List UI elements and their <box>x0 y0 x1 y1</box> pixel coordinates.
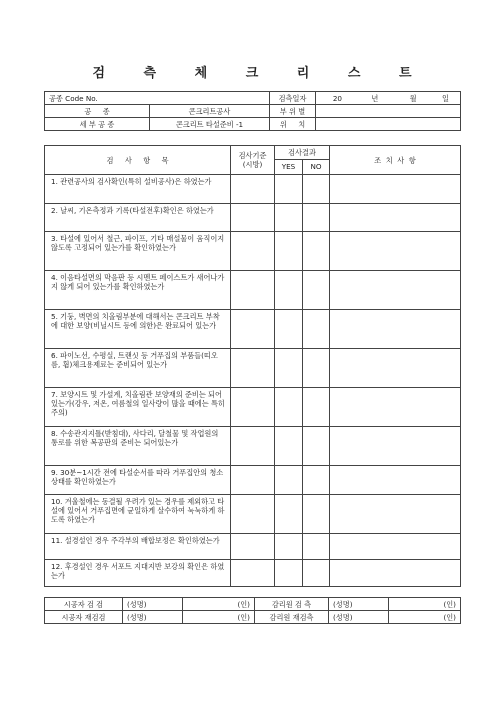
inspection-date-label: 검측일자 <box>270 92 316 105</box>
no-checkbox-cell[interactable] <box>303 175 330 204</box>
action-cell[interactable] <box>330 466 461 495</box>
year-unit: 년 <box>371 93 379 103</box>
checklist-row <box>45 534 461 560</box>
inspection-date-field[interactable] <box>316 92 461 105</box>
date-year: 20 <box>332 93 342 103</box>
criteria-cell[interactable] <box>231 271 275 310</box>
criteria-cell[interactable] <box>231 534 275 560</box>
work-type-label: 공 종 <box>45 105 150 118</box>
no-checkbox-cell[interactable] <box>303 534 330 560</box>
action-cell[interactable] <box>330 534 461 560</box>
action-cell[interactable] <box>330 204 461 232</box>
checklist-item-text: 11. 설경설인 경우 주각부의 배합보정은 확인하였는가 <box>45 534 231 560</box>
checklist-row <box>45 204 461 232</box>
col-criteria-header: 검사기준 (시방) <box>231 146 275 175</box>
page-title: 검 측 체 크 리 스 트 <box>92 66 429 81</box>
supervisor-re-seal[interactable]: (인) <box>389 611 461 624</box>
yes-checkbox-cell[interactable] <box>275 388 303 427</box>
yes-checkbox-cell[interactable] <box>275 495 303 534</box>
checklist-row <box>45 427 461 466</box>
action-cell[interactable] <box>330 388 461 427</box>
action-cell[interactable] <box>330 495 461 534</box>
action-cell[interactable] <box>330 271 461 310</box>
col-action-header: 조 치 사 항 <box>330 146 461 175</box>
action-cell[interactable] <box>330 232 461 271</box>
detail-type-value: 콘크리트 타설준비 -1 <box>150 118 270 131</box>
criteria-cell[interactable] <box>231 388 275 427</box>
checklist-item-text: 5. 기둥, 벽면의 치올림부분에 대해서는 콘크리트 부착에 대한 보양(비닐시트 등에 의한)은 완료되어 있는가 <box>45 310 231 349</box>
contractor-reinspection-label: 시공자 재검검 <box>45 611 123 624</box>
criteria-cell[interactable] <box>231 310 275 349</box>
checklist-row <box>45 466 461 495</box>
criteria-cell[interactable] <box>231 232 275 271</box>
checklist-row <box>45 560 461 587</box>
location-field[interactable] <box>316 118 461 131</box>
contractor-seal[interactable]: (인) <box>183 598 255 611</box>
no-checkbox-cell[interactable] <box>303 466 330 495</box>
yes-checkbox-cell[interactable] <box>275 232 303 271</box>
contractor-re-seal[interactable]: (인) <box>183 611 255 624</box>
part-label: 부 위 별 <box>270 105 316 118</box>
supervisor-name-field[interactable]: (성명) <box>329 598 389 611</box>
signature-table <box>44 597 461 624</box>
contractor-name-field[interactable]: (성명) <box>123 598 183 611</box>
yes-checkbox-cell[interactable] <box>275 427 303 466</box>
criteria-cell[interactable] <box>231 560 275 587</box>
criteria-cell[interactable] <box>231 466 275 495</box>
checklist-row <box>45 310 461 349</box>
info-table <box>44 91 461 131</box>
no-checkbox-cell[interactable] <box>303 495 330 534</box>
checklist-item-text: 3. 타설에 있어서 철근, 파이프, 기타 매설물이 움직이지 않도록 고정되어 있는가를 확인하였는가 <box>45 232 231 271</box>
day-unit: 일 <box>441 93 449 103</box>
col-item-header: 검 사 항 목 <box>45 146 231 175</box>
checklist-row <box>45 271 461 310</box>
checklist-row <box>45 232 461 271</box>
part-field[interactable] <box>316 105 461 118</box>
no-checkbox-cell[interactable] <box>303 388 330 427</box>
location-label: 위 치 <box>270 118 316 131</box>
checklist-row <box>45 495 461 534</box>
checklist-item-text: 1. 관련공사의 검사확인(특히 설비공사)은 하였는가 <box>45 175 231 204</box>
contractor-re-name-field[interactable]: (성명) <box>123 611 183 624</box>
checklist-table <box>44 145 461 587</box>
contractor-inspection-label: 시공자 검 검 <box>45 598 123 611</box>
yes-checkbox-cell[interactable] <box>275 310 303 349</box>
checklist-row <box>45 388 461 427</box>
criteria-cell[interactable] <box>231 175 275 204</box>
action-cell[interactable] <box>330 349 461 388</box>
no-checkbox-cell[interactable] <box>303 310 330 349</box>
criteria-cell[interactable] <box>231 427 275 466</box>
checklist-item-text: 4. 이음타설면의 막음판 등 시멘트 페이스트가 새어나가지 않게 되어 있는가를 확인하였는가 <box>45 271 231 310</box>
col-yes-header: YES <box>275 159 303 174</box>
action-cell[interactable] <box>330 427 461 466</box>
action-cell[interactable] <box>330 560 461 587</box>
work-type-value: 콘크리트공사 <box>150 105 270 118</box>
no-checkbox-cell[interactable] <box>303 427 330 466</box>
yes-checkbox-cell[interactable] <box>275 271 303 310</box>
month-unit: 월 <box>409 93 417 103</box>
checklist-item-text: 7. 보양시트 및 가설계, 치올림관 보양재의 준비는 되어 있는가(강우, 저온, 여름철의 일사량이 많을 때에는 특히 주의) <box>45 388 231 427</box>
action-cell[interactable] <box>330 310 461 349</box>
checklist-row <box>45 175 461 204</box>
work-code-label: 공종 Code No. <box>45 92 270 105</box>
checklist-item-text: 2. 날씨, 기온측정과 기록(타설전후)확인은 하였는가 <box>45 204 231 232</box>
col-result-header: 검사결과 <box>275 146 330 160</box>
yes-checkbox-cell[interactable] <box>275 204 303 232</box>
checklist-item-text: 8. 수송관지지틀(받침대), 사다리, 달철물 및 작업원의 통로를 위한 복공판의 준비는 되어있는가 <box>45 427 231 466</box>
no-checkbox-cell[interactable] <box>303 232 330 271</box>
checklist-item-text: 6. 파이노선, 수평실, 트랜싯 등 거푸집의 부품들(띠오름, 휨)체크용제료는 준비되어 있는가 <box>45 349 231 388</box>
criteria-cell[interactable] <box>231 204 275 232</box>
no-checkbox-cell[interactable] <box>303 204 330 232</box>
yes-checkbox-cell[interactable] <box>275 175 303 204</box>
criteria-cell[interactable] <box>231 349 275 388</box>
supervisor-inspection-label: 감리원 검 측 <box>255 598 329 611</box>
action-cell[interactable] <box>330 175 461 204</box>
yes-checkbox-cell[interactable] <box>275 534 303 560</box>
checklist-item-text: 12. 후경설인 경우 서포트 지대지반 보강의 확인은 하였는가 <box>45 560 231 587</box>
checklist-item-text: 10. 겨울철에는 동결될 우려가 있는 경우를 제외하고 타설에 있어서 거푸집면에 균일하게 살수하여 눅눅하게 하도록 하였는가 <box>45 495 231 534</box>
no-checkbox-cell[interactable] <box>303 560 330 587</box>
checklist-item-text: 9. 30분~1시간 전에 타설순서를 따라 거푸집안의 청소상태를 확인하였는가 <box>45 466 231 495</box>
yes-checkbox-cell[interactable] <box>275 560 303 587</box>
col-no-header: NO <box>303 159 330 174</box>
detail-type-label: 세 부 공 종 <box>45 118 150 131</box>
supervisor-reinspection-label: 감리원 재검측 <box>255 611 329 624</box>
no-checkbox-cell[interactable] <box>303 349 330 388</box>
criteria-cell[interactable] <box>231 495 275 534</box>
yes-checkbox-cell[interactable] <box>275 349 303 388</box>
yes-checkbox-cell[interactable] <box>275 466 303 495</box>
supervisor-re-name-field[interactable]: (성명) <box>329 611 389 624</box>
checklist-row <box>45 349 461 388</box>
no-checkbox-cell[interactable] <box>303 271 330 310</box>
supervisor-seal[interactable]: (인) <box>389 598 461 611</box>
